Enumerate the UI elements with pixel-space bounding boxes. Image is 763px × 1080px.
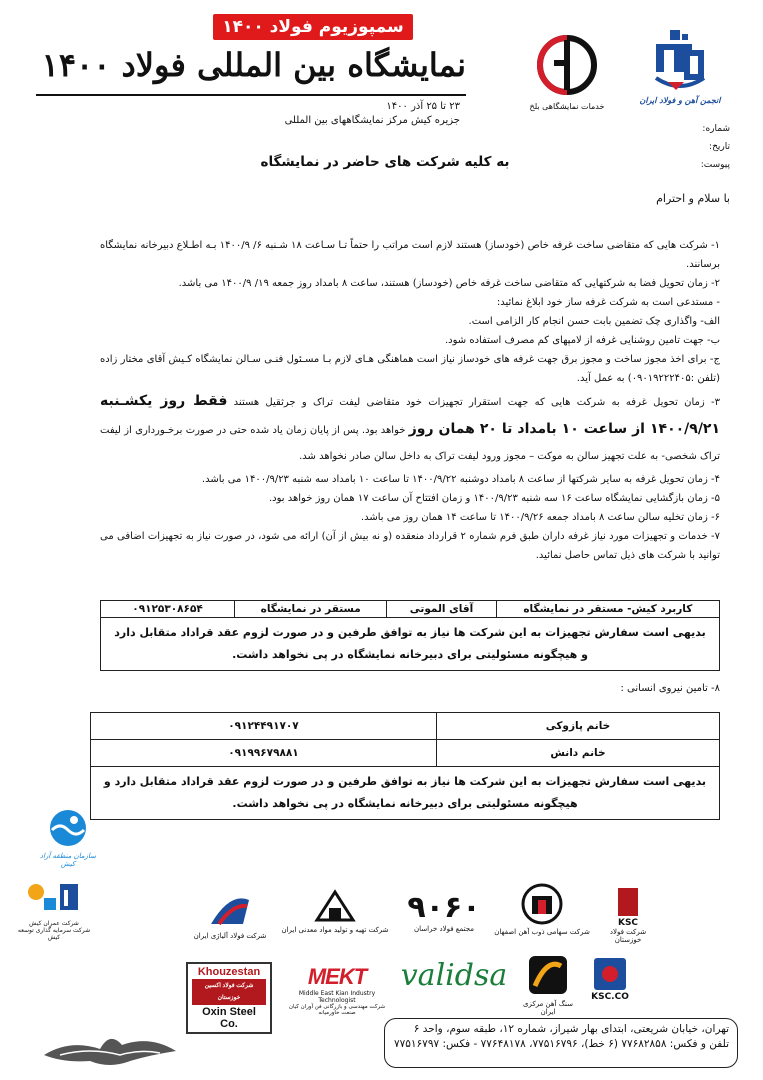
ksc-mark-icon bbox=[618, 888, 638, 916]
date-label: تاریخ: bbox=[709, 142, 730, 152]
number-label: شماره: bbox=[702, 124, 730, 134]
ksc-caption: شرکت فولاد خوزستان bbox=[609, 928, 647, 944]
table-cell: آقای الموتی bbox=[387, 601, 496, 618]
sponsor-alloy-steel bbox=[190, 890, 270, 940]
esfahan-caption: شرکت سهامی ذوب آهن اصفهان bbox=[494, 928, 590, 936]
item-2-note: - مستدعی است به شرکت غرفه ساز خود ابلاغ نمائید: bbox=[496, 297, 720, 308]
exhibition-dates bbox=[250, 100, 460, 128]
item-5: ۵- زمان بازگشایی نمایشگاه ساعت ۱۶ سه شنبه ۱۴۰۰/۹/۲۳ و زمان افتتاح آن ساعت ۱۷ همان روز خواهد بود. bbox=[268, 493, 720, 504]
table-cell: خانم دانش bbox=[436, 740, 719, 767]
table-cell: ۰۹۱۲۴۴۹۱۷۰۷ bbox=[91, 713, 437, 740]
mekt-subtitle: Middle East Kian Industry Technologist bbox=[298, 990, 376, 1004]
dates-line-1: ۲۳ تا ۲۵ آذر ۱۴۰۰ bbox=[386, 101, 460, 112]
equipment-contact-table bbox=[100, 600, 720, 671]
iron-ore-icon bbox=[525, 952, 571, 998]
symposium-banner: سمپوزیوم فولاد ۱۴۰۰ bbox=[213, 14, 413, 40]
attachment-label: پیوست: bbox=[700, 160, 730, 170]
footer-address-box bbox=[384, 1018, 738, 1068]
iranian-caption: شرکت تهیه و تولید مواد معدنی ایران bbox=[281, 926, 389, 934]
simorgh-bird-icon bbox=[40, 1025, 180, 1070]
sponsor-central-iron-ore bbox=[518, 952, 578, 1016]
item-3-highlight-day: فقط روز یکشـنبه bbox=[100, 393, 228, 409]
table-note: بدیهی است سفارش تجهیزات به این شرکت ها نیاز به توافق طرفین و در صورت لزوم عقد قراداد متقابل دارد و هیچگونه مسئولیتی برای دبیرخانه نمایشگاه در پی نخواهد داشت. bbox=[91, 767, 720, 820]
sponsor-ksc-co bbox=[582, 958, 638, 1002]
oxin-logo bbox=[186, 962, 272, 1034]
item-1: ۱- شرکت هایی که متقاضی ساخت غرفه خاص (خودساز) هستند لازم است مراتب را حتماً تـا سـاعت ۱۸ شـنبه ۶/ ۱۴۰۰/۹ بـه اطـلاع دبیرخانه نمایشگاه برسانند. bbox=[100, 240, 720, 270]
balkh-exhibition-logo bbox=[516, 34, 618, 124]
item-6: ۶- زمان تخلیه سالن ساعت ۸ بامداد جمعه ۱۴۰۰/۹/۲۶ تا ساعت ۱۴ همان روز می باشد. bbox=[360, 512, 720, 523]
nemon-caption: سنگ آهن مرکزی ایران bbox=[523, 1000, 573, 1016]
item-2-b: ب- جهت تامین روشنایی غرفه از لامپهای کم مصرف استفاده شود. bbox=[445, 335, 720, 346]
sponsor-validsa bbox=[396, 958, 512, 993]
sponsor-ksc-khouzestan bbox=[598, 888, 658, 944]
kish-free-zone-logo bbox=[38, 808, 98, 868]
footer-address: تهران، خیابان شریعتی، ابتدای بهار شیراز، شماره ۱۲، طبقه سوم، واحد ۶ bbox=[413, 1023, 729, 1035]
oxin-mid: شرکت فولاد اکسین خوزستان bbox=[192, 979, 266, 1005]
table-cell: مستقر در نمایشگاه bbox=[235, 601, 387, 618]
ksc-co-label: KSC.CO bbox=[591, 992, 629, 1002]
table-row bbox=[91, 713, 720, 740]
oxin-bottom: Oxin Steel Co. bbox=[202, 1006, 256, 1030]
footer-phones: تلفن و فکس: ۷۷۶۸۲۸۵۸ (۶ خط)، ۷۷۵۱۶۷۹۶، ۷۷۶۴۸۱۷۸ - فکس: ۷۷۵۱۶۷۹۷ bbox=[393, 1038, 729, 1050]
kish-dev-caption: شرکت عمران کیش bbox=[29, 920, 79, 927]
table-cell: خانم پازوکی bbox=[436, 713, 719, 740]
item-3 bbox=[100, 388, 720, 470]
logo-right-caption: انجمن آهن و فولاد ایران bbox=[639, 96, 721, 105]
kish-development-logo bbox=[14, 878, 94, 941]
alloy-steel-icon bbox=[205, 890, 255, 930]
item-3-start: ۳- زمان تحویل غرفه به شرکت هایی که جهت استقرار تجهیزات خود متقاضی لیفت تراک و جرثقیل هستند bbox=[233, 397, 720, 408]
kish-dev-subcaption: شرکت سرمایه گذاری توسعه کیش bbox=[17, 927, 91, 941]
balkh-icon bbox=[536, 34, 598, 96]
mekt-caption: شرکت مهندسی و بازرگانی فن آوران کیان صنعت خاورمیانه bbox=[288, 1004, 386, 1016]
wave-icon bbox=[48, 808, 88, 848]
table-note: بدیهی است سفارش تجهیزات به این شرکت ها نیاز به توافق طرفین و در صورت لزوم عقد قراداد متقابل دارد و هیچگونه مسئولیتی برای دبیرخانه نمایشگاه در پی نخواهد داشت. bbox=[101, 618, 720, 671]
title-underline bbox=[36, 94, 466, 96]
mining-icon bbox=[313, 888, 357, 924]
table-row bbox=[91, 740, 720, 767]
ksc-co-icon bbox=[594, 958, 626, 990]
table-row bbox=[91, 767, 720, 820]
table-cell: ۰۹۱۹۹۶۷۹۸۸۱ bbox=[91, 740, 437, 767]
esfahan-steel-icon bbox=[520, 882, 564, 926]
sponsor-oxin-steel bbox=[186, 962, 272, 1034]
sponsor-khorasan-steel bbox=[398, 890, 490, 933]
item-2-c: ج- برای اخذ مجوز ساخت و مجوز برق جهت غرفه های خودساز نیاز است هماهنگی هـای لازم بـا مسـئول فنـی سـالن نمایشگاه کـیش آقای مختار زاده (تلفن :۰۹۰۱۹۲۲۲۴۰۵) به عمل آید. bbox=[100, 354, 720, 384]
greeting: با سلام و احترام bbox=[656, 192, 730, 205]
sponsor-mekt bbox=[282, 964, 392, 1016]
item-2-a: الف- واگذاری چک تضمین بابت حسن انجام کار الزامی است. bbox=[468, 316, 720, 327]
item-3-highlight-time: ۱۴۰۰/۹/۲۱ از ساعت ۱۰ بامداد تا ۲۰ همان روز bbox=[408, 421, 721, 437]
item-3-end: خواهد بود. پس از پایان زمان یاد شده حتی در صورت برخـورداری از لیفت تراک شخصی- به علت تجهیز سالن به موکت – مجوز ورود لیفت تراک به داخل سالن صادر نخواهد شد. bbox=[100, 425, 720, 462]
table-row bbox=[101, 601, 720, 618]
oxin-top: Khouzestan bbox=[197, 966, 261, 978]
table-cell: کاربرد کیش- مستقر در نمایشگاه bbox=[496, 601, 719, 618]
sponsor-iran-minerals bbox=[280, 888, 390, 934]
arfa-caption: شرکت فولاد آلیاژی ایران bbox=[193, 932, 267, 940]
item-4: ۴- زمان تحویل غرفه به سایر شرکتها از ساعت ۸ بامداد دوشنبه ۱۴۰۰/۹/۲۲ تا ساعت ۱۰ بامداد سه شنبه ۱۴۰۰/۹/۲۳ می باشد. bbox=[201, 474, 720, 485]
iran-steel-association-logo bbox=[635, 28, 725, 124]
item-7: ۷- خدمات و تجهیزات مورد نیاز غرفه داران طبق فرم شماره ۲ قرارداد منعقده (و نه بیش از آن) ارائه می شود، در صورت نیاز به تجهیزات اضافی می توانید با شرکت های ذیل تماس حاصل نمائید. bbox=[100, 531, 720, 561]
sponsor-esfahan-steel bbox=[494, 882, 590, 936]
mekt-logo: MEKT bbox=[307, 964, 367, 989]
logo-mid-caption: خدمات نمایشگاهی بلخ bbox=[529, 102, 605, 111]
table-cell: ۰۹۱۲۵۳۰۸۶۵۴ bbox=[101, 601, 235, 618]
dates-line-2: جزیره کیش مرکز نمایشگاههای بین المللی bbox=[284, 115, 460, 126]
foulad-caption: مجتمع فولاد خراسان bbox=[414, 925, 474, 933]
ksc-abbr: KSC bbox=[617, 918, 639, 928]
validsa-logo: validsa bbox=[400, 958, 508, 993]
letter-subject: به کلیه شرکت های حاضر در نمایشگاه bbox=[260, 154, 510, 170]
steel-association-icon bbox=[650, 28, 710, 96]
staffing-contact-table bbox=[90, 712, 720, 820]
exhibition-title: نمایشگاه بین المللی فولاد ۱۴۰۰ bbox=[41, 46, 466, 84]
item-2: ۲- زمان تحویل فضا به شرکتهایی که متقاضی ساخت غرفه خاص (خودساز) هستند، ساعت ۸ بامداد روز جمعه ۱۹/ ۱۴۰۰/۹ می باشد. bbox=[178, 278, 720, 289]
table-row bbox=[101, 618, 720, 671]
item-8: ۸- تامین نیروی انسانی : bbox=[620, 683, 720, 694]
building-icon bbox=[24, 878, 84, 918]
kish-org-caption: سازمان منطقه آزاد کیش bbox=[39, 852, 97, 868]
letter-body bbox=[100, 236, 720, 565]
foulad-logo-text: ۹۰۶۰ bbox=[407, 890, 481, 925]
